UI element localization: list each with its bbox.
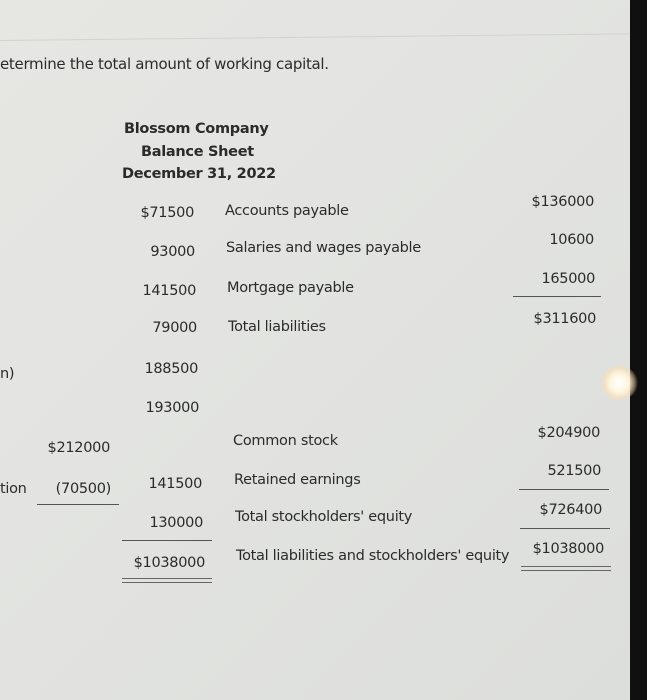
question-text: etermine the total amount of working capital. [0, 55, 329, 73]
equity-label: Total liabilities and stockholders' equity [236, 548, 510, 564]
double-rule [122, 578, 212, 583]
liability-value: $136000 [531, 194, 594, 210]
company-name: Blossom Company [124, 121, 269, 137]
subtotal-rule [520, 528, 610, 529]
asset-value: 130000 [149, 515, 203, 531]
truncated-label: tion [0, 481, 27, 497]
total-assets: $1038000 [133, 555, 205, 571]
liability-label: Total liabilities [228, 319, 326, 335]
equity-value: $726400 [539, 502, 602, 518]
total-liabilities-equity: $1038000 [532, 541, 604, 557]
subtotal-rule [37, 504, 119, 505]
equity-value: $204900 [537, 425, 600, 441]
subtotal-rule [513, 296, 601, 297]
equity-label: Total stockholders' equity [235, 509, 413, 525]
asset-value: 141500 [148, 476, 202, 492]
asset-value: 193000 [145, 400, 199, 416]
asset-subvalue: $212000 [47, 440, 110, 456]
subtotal-rule [122, 540, 212, 541]
liability-label: Mortgage payable [227, 280, 354, 296]
screen-bezel [630, 0, 647, 700]
asset-subvalue: (70500) [55, 481, 111, 497]
equity-label: Common stock [233, 433, 338, 449]
equity-label: Retained earnings [234, 472, 361, 488]
divider [0, 33, 630, 41]
statement-date: December 31, 2022 [122, 166, 276, 182]
light-glare [600, 366, 638, 400]
subtotal-rule [519, 489, 609, 490]
statement-title: Balance Sheet [141, 144, 254, 160]
double-rule [521, 566, 611, 571]
liability-value: 10600 [549, 232, 594, 248]
liability-label: Accounts payable [225, 203, 349, 219]
asset-value: 141500 [142, 283, 196, 299]
asset-value: $71500 [140, 205, 194, 221]
asset-value: 188500 [144, 361, 198, 377]
liability-value: $311600 [533, 311, 596, 327]
asset-value: 79000 [152, 320, 197, 336]
asset-value: 93000 [150, 244, 195, 260]
equity-value: 521500 [547, 463, 601, 479]
truncated-label: n) [0, 366, 15, 382]
liability-value: 165000 [541, 271, 595, 287]
liability-label: Salaries and wages payable [226, 240, 421, 256]
